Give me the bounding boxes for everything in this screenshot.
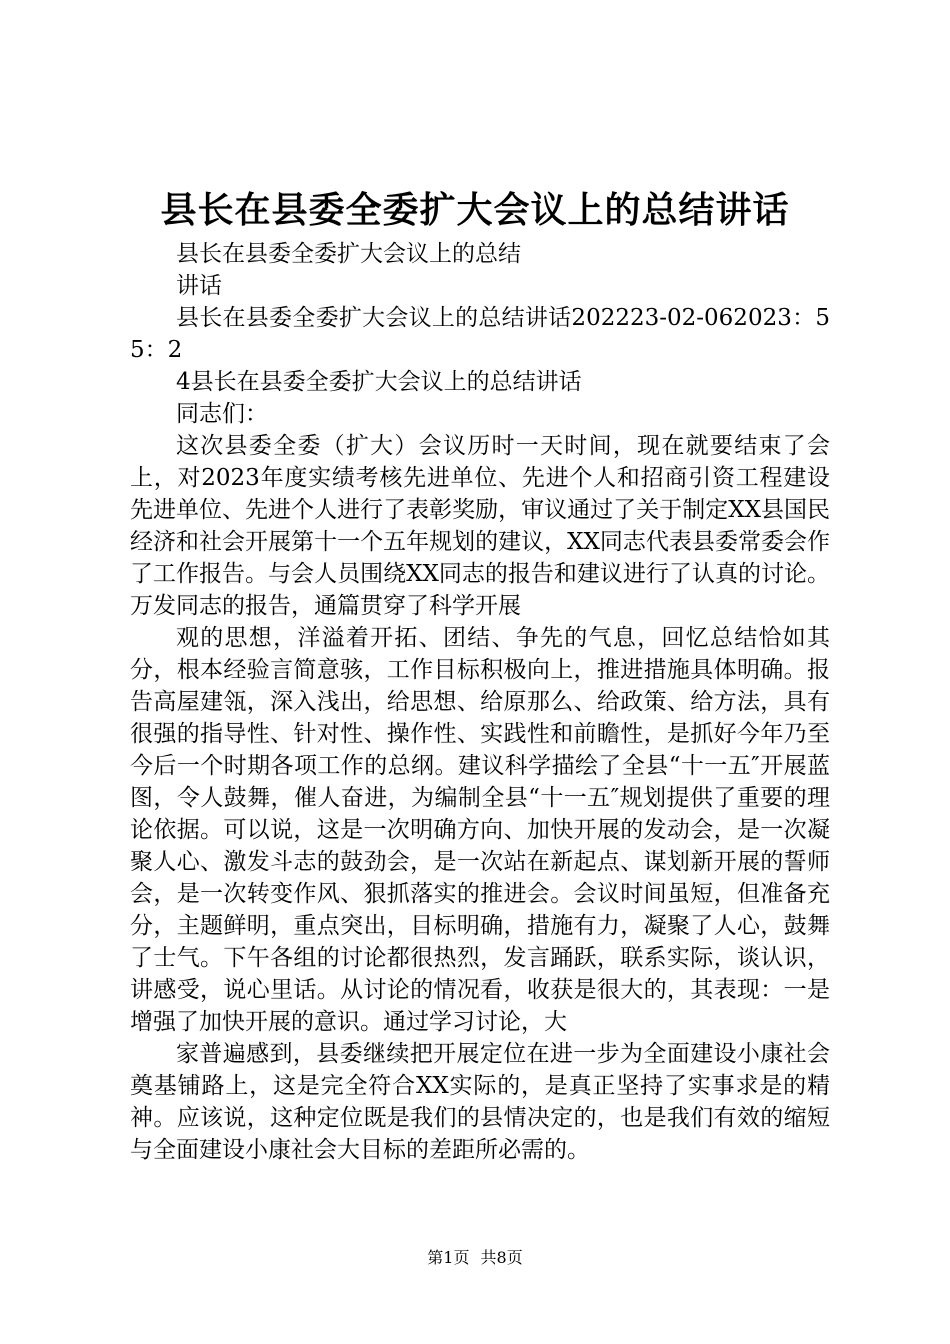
paragraph-heading-line: 4县长在县委全委扩大会议上的总结讲话 [176, 369, 582, 395]
paragraph-subtitle-2: 讲话 [176, 273, 222, 299]
paragraph-salutation: 同志们： [176, 401, 268, 427]
paragraph-body-1: 这次县委全委（扩大）会议历时一天时间，现在就要结束了会上，对2023年度实绩考核先进单位、先进个人和招商引资工程建设先进单位、先进个人进行了表彰奖励，审议通过了关于制定XX县国民经济和社会开展第十一个五年规划的建议，XX同志代表县委常委会作了工作报告。与会人员围绕XX同志的报告和建议进行了认真的讨论。万发同志的报告，通篇贯穿了科学开展 [130, 433, 830, 619]
paragraph-meta-line: 县长在县委全委扩大会议上的总结讲话202223-02-062023：55：2 [130, 305, 830, 363]
page-total: 共8页 [480, 1248, 523, 1267]
paragraph-body-2: 观的思想，洋溢着开拓、团结、争先的气息，回忆总结恰如其分，根本经验言简意骇，工作目标积极向上，推进措施具体明确。报告高屋建瓴，深入浅出，给思想、给原那么、给政策、给方法，具有很强的指导性、针对性、操作性、实践性和前瞻性，是抓好今年乃至今后一个时期各项工作的总纲。建议科学描绘了全县“十一五″开展蓝图，令人鼓舞，催人奋进，为编制全县“十一五″规划提供了重要的理论依据。可以说，这是一次明确方向、加快开展的发动会，是一次凝聚人心、激发斗志的鼓劲会，是一次站在新起点、谋划新开展的誓师会，是一次转变作风、狠抓落实的推进会。会议时间虽短，但准备充分，主题鲜明，重点突出，目标明确，措施有力，凝聚了人心，鼓舞了士气。下午各组的讨论都很热烈，发言踊跃，联系实际，谈认识，讲感受，说心里话。从讨论的情况看，收获是很大的，其表现：一是增强了加快开展的意识。通过学习讨论，大 [130, 625, 830, 1035]
document-body [130, 238, 830, 1166]
paragraph-body-3: 家普遍感到，县委继续把开展定位在进一步为全面建设小康社会奠基铺路上，这是完全符合XX实际的，是真正坚持了实事求是的精神。应该说，这种定位既是我们的县情决定的，也是我们有效的缩短与全面建设小康社会大目标的差距所必需的。 [130, 1041, 830, 1163]
document-title: 县长在县委全委扩大会议上的总结讲话 [160, 189, 790, 231]
page-footer [0, 1247, 950, 1269]
paragraph-subtitle-1: 县长在县委全委扩大会议上的总结 [176, 241, 521, 267]
page-number: 第1页 [427, 1248, 470, 1267]
